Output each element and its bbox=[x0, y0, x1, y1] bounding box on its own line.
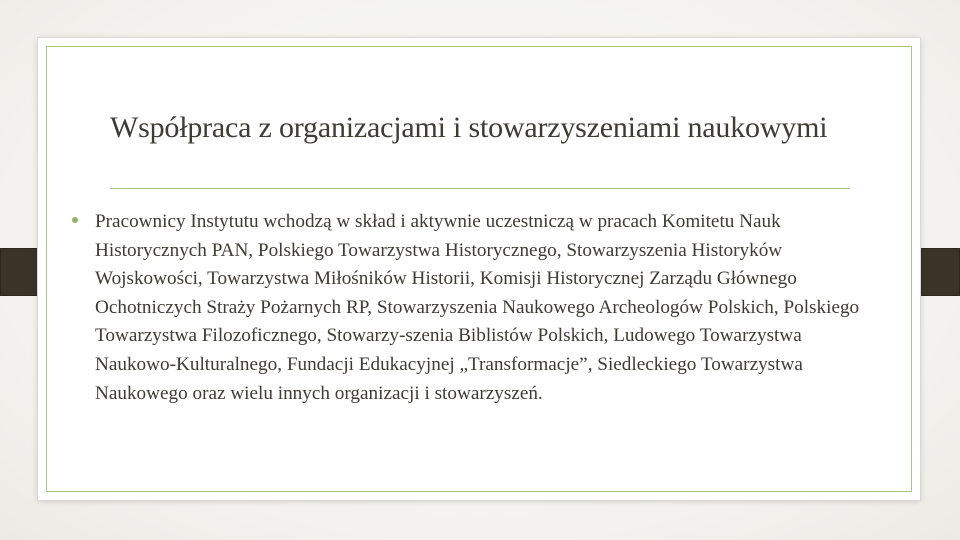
slide-title: Współpraca z organizacjami i stowarzyszeniami naukowymi bbox=[110, 111, 828, 144]
bullet-point-icon bbox=[72, 217, 78, 223]
bullet-text: Pracownicy Instytutu wchodzą w skład i aktywnie uczestniczą w pracach Komitetu Nauk Historycznych PAN, Polskiego Towarzystwa Historycznego, Stowarzyszenia Historyków Wojskowości, Towarzystwa Miłośników Historii, Komisji Historycznej Zarządu Głównego Ochotniczych Straży Pożarnych RP, Stowarzyszenia Naukowego Archeologów Polskich, Polskiego Towarzystwa Filozoficznego, Stowarzy-szenia Biblistów Polskich, Ludowego Towarzystwa Naukowo-Kulturalnego, Fundacji Edukacyjnej „Transformacje”, Siedleckiego Towarzystwa Naukowego oraz wielu innych organizacji i stowarzyszeń. bbox=[95, 211, 860, 404]
title-divider bbox=[110, 188, 850, 189]
